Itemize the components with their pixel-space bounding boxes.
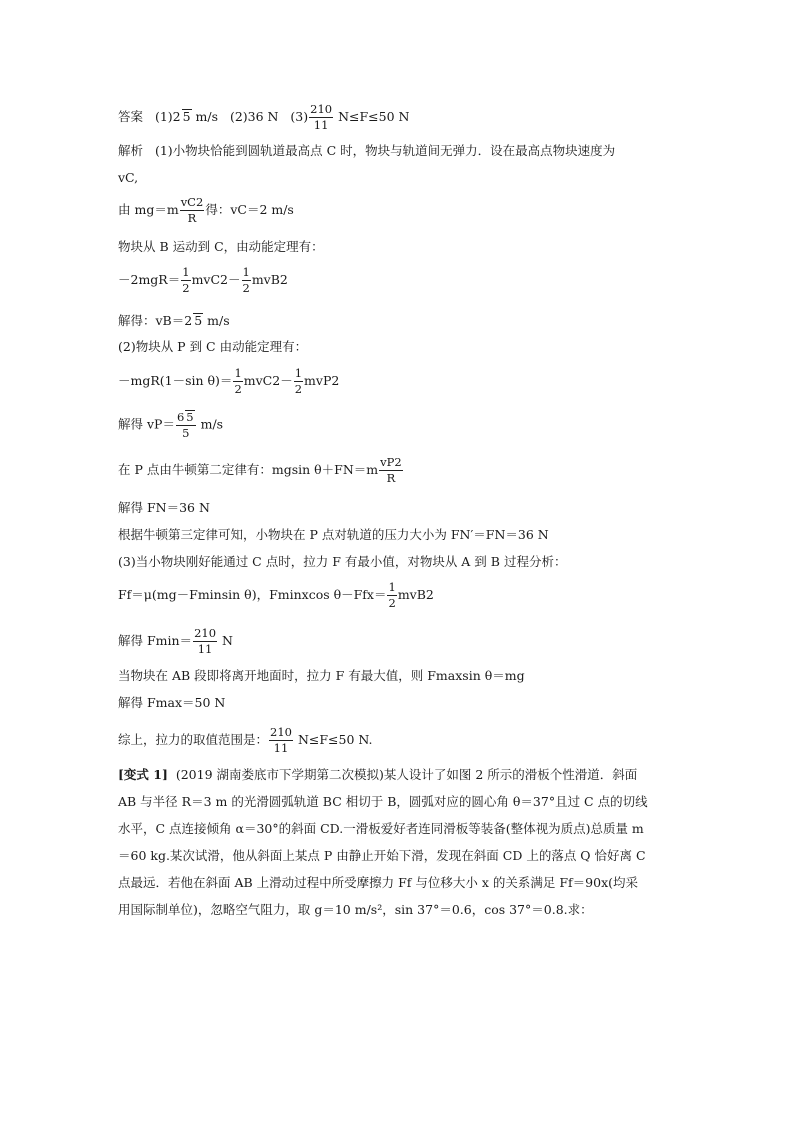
analysis-line-12: 根据牛顿第三定律可知，小物块在 P 点对轨道的压力大小为 FN′＝FN＝36 N xyxy=(118,527,549,542)
analysis-line-13: (3)当小物块刚好能通过 C 点时，拉力 F 有最小值，对物块从 A 到 B 过程分析： xyxy=(118,554,567,569)
text: mvB2 xyxy=(397,587,434,603)
text: 综上，拉力的取值范围是： xyxy=(118,732,269,748)
analysis-line-9 xyxy=(118,410,223,440)
text: m/s xyxy=(207,313,230,328)
text: －2mgR＝ xyxy=(118,272,181,288)
analysis-line-1 xyxy=(118,145,615,158)
analysis-line-17: 解得 Fmax＝50 N xyxy=(118,695,226,710)
fraction: $\frac{vC2}{R}$ xyxy=(180,195,204,226)
fraction-half: $\frac{1}{2}$ xyxy=(234,366,242,397)
variant-line-2: AB 与半径 R＝3 m 的光滑圆弧轨道 BC 相切于 B，圆弧对应的圆心角 θ＝37°且过 C 点的切线 xyxy=(118,794,648,809)
text: mvC2－ xyxy=(191,272,241,288)
fraction-half: $\frac{1}{2}$ xyxy=(242,265,250,296)
fraction: $\frac{210}{11}$ xyxy=(270,725,292,756)
text: Ff＝μ(mg－Fminsin θ)，Fminxcos θ－Ffx＝ xyxy=(118,587,387,603)
text: N xyxy=(222,633,233,649)
analysis-line-18 xyxy=(118,726,373,755)
answer-line xyxy=(118,103,409,132)
fraction: $\frac{6 5}{5}$ xyxy=(176,410,194,441)
fraction: $\frac{vP2}{R}$ xyxy=(380,455,402,486)
text: mvP2 xyxy=(304,373,340,389)
fraction-half: $\frac{1}{2}$ xyxy=(294,366,303,397)
fraction-half: $\frac{1}{2}$ xyxy=(182,265,190,296)
text: N≤F≤50 N. xyxy=(297,732,373,748)
text: m/s xyxy=(200,416,224,432)
text: 解得 vP＝ xyxy=(118,416,175,432)
text: mvB2 xyxy=(251,272,288,288)
answer-part2: (2)36 N xyxy=(229,109,279,125)
text: (2019 湖南娄底市下学期第二次模拟)某人设计了如图 2 所示的滑板个性滑道．斜面 xyxy=(175,767,638,782)
variant-line-6: 用国际制单位)，忽略空气阻力，取 g＝10 m/s²，sin 37°＝0.6，cos 37°＝0.8.求： xyxy=(118,902,593,917)
analysis-line-10 xyxy=(118,456,404,485)
analysis-line-11: 解得 FN＝36 N xyxy=(118,500,210,515)
variant-line-3: 水平，C 点连接倾角 α＝30°的斜面 CD.一滑板爱好者连同滑板等装备(整体视为质点)总质量 m xyxy=(118,821,644,836)
analysis-line-6 xyxy=(118,313,230,328)
sqrt: 5 xyxy=(182,109,191,125)
analysis-line-16: 当物块在 AB 段即将离开地面时，拉力 F 有最大值，则 Fmaxsin θ＝mg xyxy=(118,668,525,683)
fraction-half: $\frac{1}{2}$ xyxy=(388,580,396,611)
variant-line-4: ＝60 kg.某次试滑，他从斜面上某点 P 由静止开始下滑，发现在斜面 CD 上的落点 Q 恰好离 C xyxy=(118,848,646,863)
answer-label: 答案 xyxy=(118,109,144,125)
analysis-line-3 xyxy=(118,196,294,225)
text: 由 mg＝m xyxy=(118,202,179,218)
analysis-line-14 xyxy=(118,581,434,610)
answer-part3: (3) xyxy=(290,109,309,125)
analysis-label: 解析 xyxy=(118,143,144,158)
analysis-line-8 xyxy=(118,367,339,396)
text: 解得 Fmin＝ xyxy=(118,633,193,649)
answer-part1: (1)2 xyxy=(154,109,181,125)
analysis-line-7: (2)物块从 P 到 C 由动能定理有： xyxy=(118,339,308,354)
variant-line-1 xyxy=(118,769,637,782)
fraction: $\frac{210}{11}$ xyxy=(194,626,217,657)
text: －mgR(1－sin θ)＝ xyxy=(118,373,233,389)
analysis-line-4: 物块从 B 运动到 C，由动能定理有： xyxy=(118,239,324,254)
analysis-line-2: vC, xyxy=(118,170,139,185)
text: 得：vC＝2 m/s xyxy=(205,202,294,218)
variant-tag: [变式 1] xyxy=(118,767,168,782)
text: 在 P 点由牛顿第二定律有：mgsin θ＋FN＝m xyxy=(118,462,379,478)
variant-line-5: 点最远．若他在斜面 AB 上滑动过程中所受摩擦力 Ff 与位移大小 x 的关系满足 Ff＝90x(均采 xyxy=(118,875,639,890)
text: (1)小物块恰能到圆轨道最高点 C 时，物块与轨道间无弹力．设在最高点物块速度为 xyxy=(154,143,616,158)
fraction: $\frac{210}{11}$ xyxy=(310,102,333,133)
analysis-line-5 xyxy=(118,266,288,295)
answer-range: N≤F≤50 N xyxy=(338,109,410,125)
sqrt: 5 xyxy=(194,313,203,328)
analysis-line-15 xyxy=(118,627,233,656)
answer-unit: m/s xyxy=(195,109,219,125)
text: 解得：vB＝2 xyxy=(118,313,193,328)
text: mvC2－ xyxy=(243,373,293,389)
